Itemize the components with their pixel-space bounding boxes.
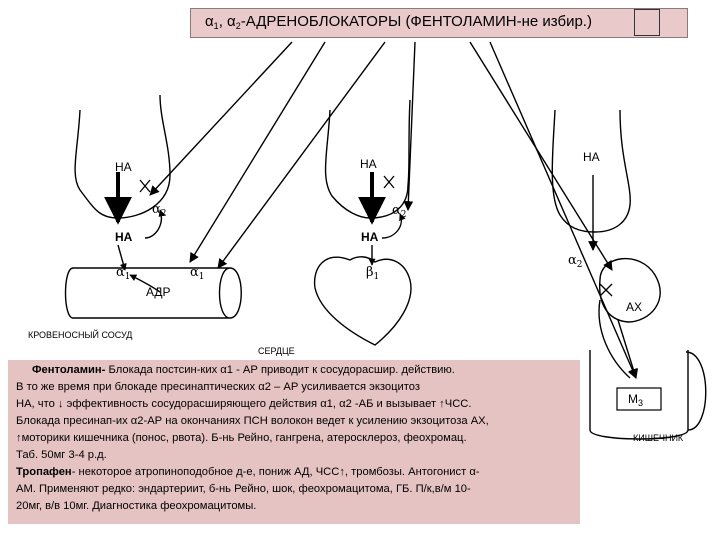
label-na-top-left: НА [115, 160, 132, 174]
label-adr: АДР [146, 285, 171, 299]
heart [315, 257, 411, 345]
title-main: -АДРЕНОБЛОКАТОРЫ [240, 13, 402, 30]
label-beta1: $\beta_1$ [366, 265, 380, 282]
text-line-8: АМ. Применяют редко: эндартериит, б-нь Рейно, шок, феохромацитома, ГБ. П/к,в/м 10- [16, 483, 471, 495]
text-line-5: ↑моторики кишечника (понос, рвота). Б-нь Рейно, гангрена, атеросклероз, феохромац. [16, 432, 467, 444]
title-note: (ФЕНТОЛАМИН-не избир.) [405, 13, 592, 30]
label-na-bottom-left: НА [115, 230, 133, 244]
label-alpha1-left: $\alpha_1$ [116, 265, 131, 282]
title-sep: , α [218, 13, 236, 30]
text-line-9: 20мг, в/в 10мг. Диагностика феохромацитомы. [16, 500, 257, 512]
label-alpha2-mid: $\alpha_2$ [392, 203, 407, 220]
text-line-2: В то же время при блокаде пресинаптических α2 – АР усиливается экзоцитоз [16, 381, 420, 393]
label-na-top-right: НА [583, 150, 600, 164]
label-alpha2-left: $\alpha_2$ [152, 202, 167, 219]
text-line-1: Фентоламин- Блокада постсин-ких α1 - АР приводит к сосудорасшир. действию. [32, 364, 455, 376]
text-line-4: Блокада пресинап-их α2-АР на окончаниях ПСН волокон ведет к усилению экзоцитоза АХ, [16, 415, 489, 427]
label-heart: СЕРДЦЕ [258, 346, 295, 356]
text-line-3: НА, что ↓ эффективность сосудорасширяющего действия α1, α2 -АБ и вызывает ↑ЧСС. [16, 398, 472, 410]
label-na-bottom-mid: НА [361, 230, 379, 244]
text-line-6: Таб. 50мг 3-4 р.д. [16, 449, 107, 461]
text-line-7: Тропафен- некоторое атропиноподобное д-е, пониж АД, ЧСС↑, тромбозы. Антогонист α- [16, 466, 480, 478]
label-alpha1-right: $\alpha_1$ [190, 265, 205, 282]
label-ax: АХ [626, 300, 643, 314]
label-m3: $М_3$ [628, 392, 644, 408]
title-sub1: 1 [213, 21, 219, 31]
label-alpha2-right: $\alpha_2$ [568, 253, 583, 270]
label-na-top-mid: НА [360, 157, 377, 171]
title-alpha1: α [205, 13, 214, 30]
label-vessel: КРОВЕНОСНЫЙ СОСУД [28, 330, 133, 340]
nerve-ending-left [75, 95, 170, 218]
label-intestine: КИШЕЧНИК [633, 433, 684, 443]
title-sub2: 2 [235, 21, 241, 31]
